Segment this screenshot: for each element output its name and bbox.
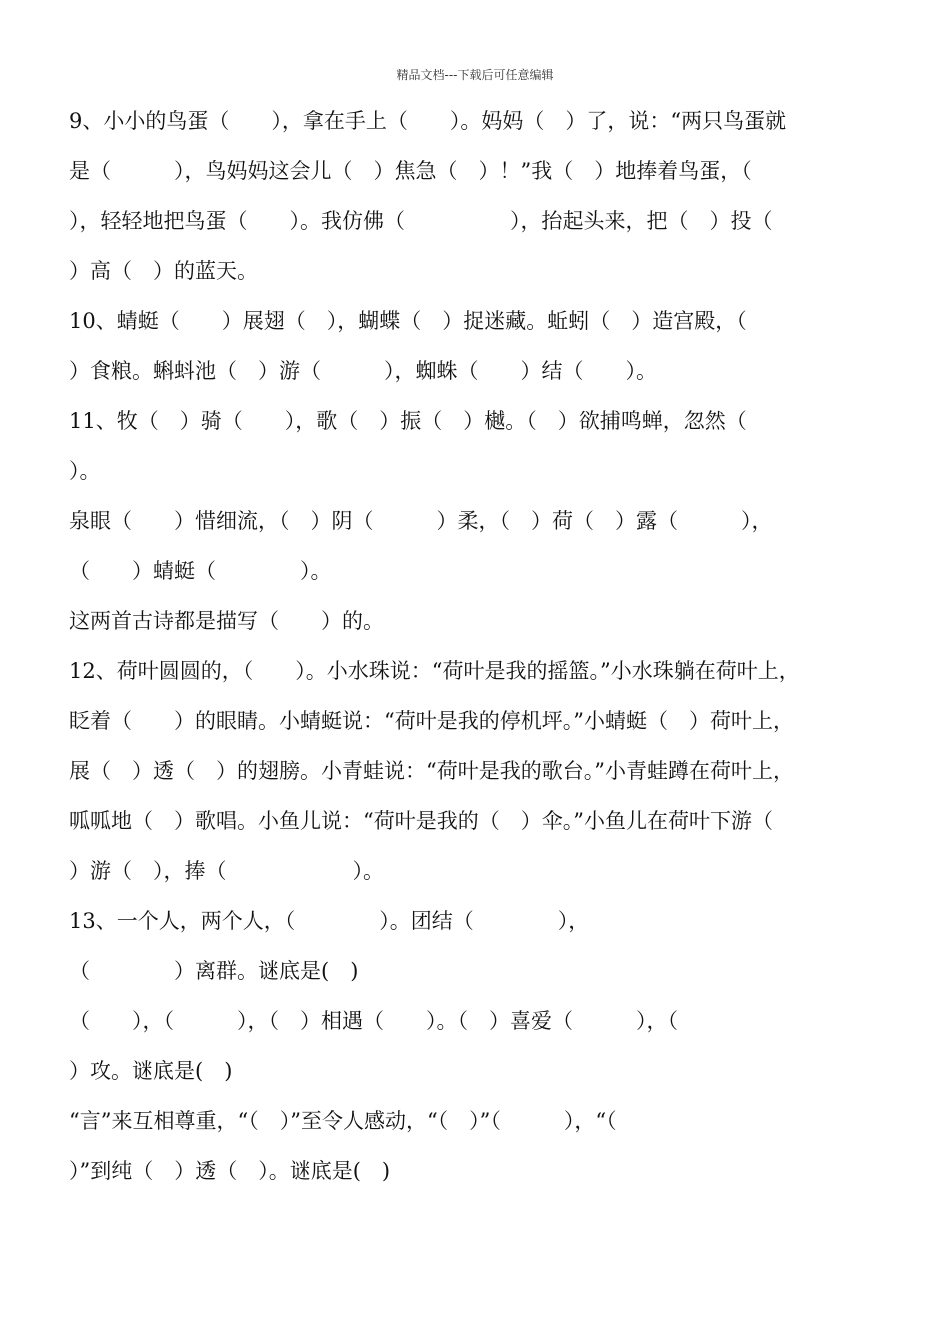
text-line: （ ）离群。谜底是( )	[69, 959, 359, 983]
text-line: ）食粮。蝌蚪池（ ）游（ ），蜘蛛（ ）结（ ）。	[69, 359, 657, 383]
text-line: ）攻。谜底是( )	[69, 1059, 233, 1083]
text-line: ）”到纯（ ）透（ ）。谜底是( )	[69, 1159, 391, 1183]
text-line: 11、牧（ ）骑（ ），歌（ ）振（ ）樾。（ ）欲捕鸣蝉，忽然（	[69, 409, 747, 433]
text-line: （ ），（ ），（ ）相遇（ ）。（ ）喜爱（ ），（	[69, 1009, 678, 1033]
text-line: （ ）蜻蜓（ ）。	[69, 559, 332, 583]
document-body	[69, 96, 889, 1196]
text-line: 泉眼（ ）惜细流，（ ）阴（ ）柔，（ ）荷（ ）露（ ），	[69, 509, 773, 533]
text-line: ）游（ ），捧（ ）。	[69, 859, 384, 883]
page-header: 精品文档---下载后可任意编辑	[396, 68, 554, 82]
text-line: 13、一个人，两个人，（ ）。团结（ ），	[69, 909, 590, 933]
text-line: 展（ ）透（ ）的翅膀。小青蛙说：“荷叶是我的歌台。”小青蛙蹲在荷叶上，	[69, 759, 794, 783]
text-line: 呱呱地（ ）歌唱。小鱼儿说：“荷叶是我的（ ）伞。”小鱼儿在荷叶下游（	[69, 809, 773, 833]
text-line: 是（ ），鸟妈妈这会儿（ ）焦急（ ）！”我（ ）地捧着鸟蛋，（	[69, 159, 752, 183]
text-line: 这两首古诗都是描写（ ）的。	[69, 609, 384, 633]
text-line: 10、蜻蜓（ ）展翅（ ），蝴蝶（ ）捉迷藏。蚯蚓（ ）造宫殿，（	[69, 309, 747, 333]
text-line: 眨着（ ）的眼睛。小蜻蜓说：“荷叶是我的停机坪。”小蜻蜓（ ）荷叶上，	[69, 709, 794, 733]
text-line: ）高（ ）的蓝天。	[69, 259, 258, 283]
text-line: ），轻轻地把鸟蛋（ ）。我仿佛（ ），抬起头来，把（ ）投（	[69, 209, 773, 233]
text-line: 12、荷叶圆圆的，（ ）。小水珠说：“荷叶是我的摇篮。”小水珠躺在荷叶上，	[69, 659, 800, 683]
text-line: 9、小小的鸟蛋（ ），拿在手上（ ）。妈妈（ ）了，说：“两只鸟蛋就	[69, 109, 787, 133]
text-line: “言”来互相尊重，“（ ）”至令人感动，“（ ）”（ ），“（	[69, 1109, 617, 1133]
text-line: ）。	[69, 459, 101, 483]
